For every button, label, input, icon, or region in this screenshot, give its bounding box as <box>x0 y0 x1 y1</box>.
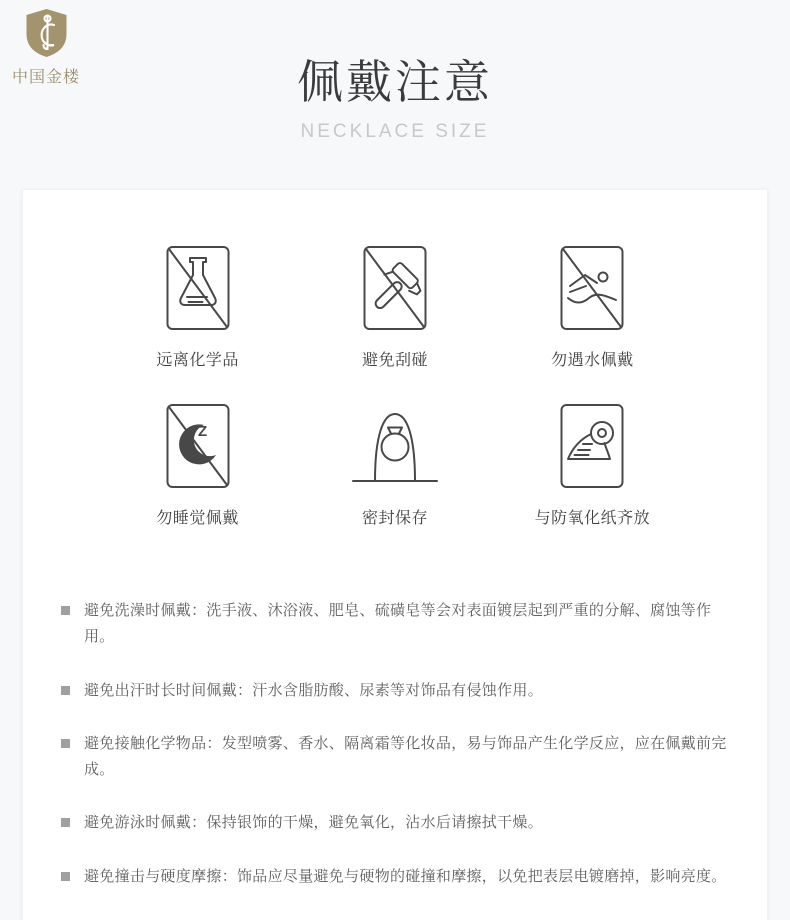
icon-cell-no-water <box>494 244 691 370</box>
care-notes-list <box>61 598 729 920</box>
icon-label: 与防氧化纸齐放 <box>534 510 651 527</box>
icon-label: 勿遇水佩戴 <box>551 352 634 369</box>
icon-cell-no-chemicals <box>99 244 296 370</box>
no-scratch-hammer-icon <box>360 244 430 332</box>
note-item <box>61 678 729 704</box>
header <box>0 46 790 143</box>
square-bullet-icon <box>61 606 70 615</box>
no-chemicals-icon <box>163 244 233 332</box>
svg-text:Z: Z <box>197 423 207 440</box>
note-text: 避免撞击与硬度摩擦：饰品应尽量避免与硬物的碰撞和摩擦，以免把表层电镀磨掉，影响亮度。 <box>84 867 727 885</box>
note-item <box>61 598 729 651</box>
anti-oxidation-paper-icon <box>557 402 627 490</box>
brand-name: 中国金楼 <box>11 69 80 86</box>
no-sleeping-moon-icon <box>163 402 233 490</box>
note-item <box>61 731 729 784</box>
icon-cell-sealed-storage <box>296 402 493 528</box>
square-bullet-icon <box>61 686 70 695</box>
no-swimming-water-icon <box>557 244 627 332</box>
square-bullet-icon <box>61 872 70 881</box>
icon-label: 密封保存 <box>361 510 428 527</box>
icon-label: 勿睡觉佩戴 <box>156 510 239 527</box>
note-text: 避免洗澡时佩戴：洗手液、沐浴液、肥皂、硫磺皂等会对表面镀层起到严重的分解、腐蚀等作用。 <box>84 602 712 646</box>
page-subtitle: NECKLACE SIZE <box>300 121 490 142</box>
note-text: 避免出汗时长时间佩戴：汗水含脂肪酸、尿素等对饰品有侵蚀作用。 <box>84 681 544 699</box>
icon-cell-no-scratch <box>296 244 493 370</box>
note-item <box>61 864 729 890</box>
page-title: 佩戴注意 <box>297 56 493 108</box>
icon-label: 避免刮碰 <box>361 352 428 369</box>
icon-label: 远离化学品 <box>156 352 239 369</box>
svg-text:z: z <box>189 439 195 449</box>
note-text: 避免接触化学物品：发型喷雾、香水、隔离霜等化妆品，易与饰品产生化学反应，应在佩戴前完成。 <box>84 734 727 778</box>
care-icon-grid <box>99 244 691 528</box>
sealed-storage-ring-icon <box>350 402 440 490</box>
square-bullet-icon <box>61 739 70 748</box>
note-text: 避免游泳时佩戴：保持银饰的干燥，避免氧化，沾水后请擦拭干燥。 <box>84 814 544 832</box>
icon-cell-anti-oxidation <box>494 402 691 528</box>
icon-cell-no-sleep <box>99 402 296 528</box>
note-item <box>61 810 729 836</box>
care-card <box>22 189 768 920</box>
square-bullet-icon <box>61 818 70 827</box>
